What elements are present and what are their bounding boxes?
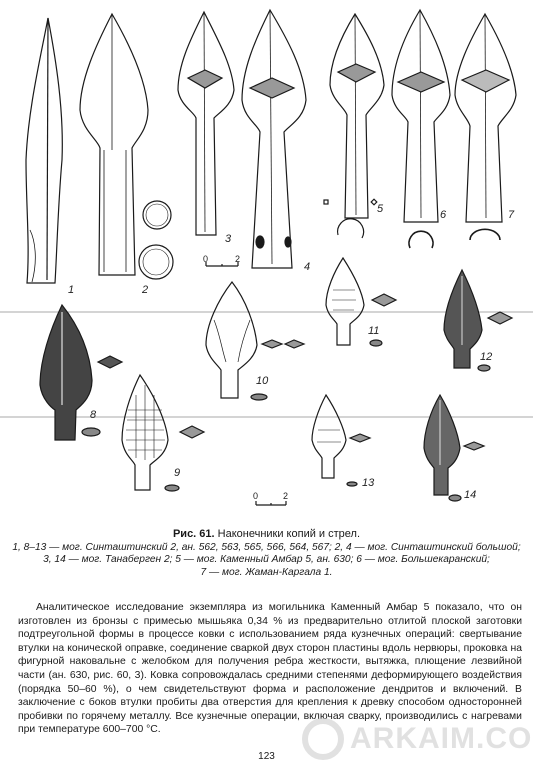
spearhead-7-drawing xyxy=(455,14,516,240)
figure-number-1: 1 xyxy=(68,284,75,296)
figure-number-2: 2 xyxy=(142,284,149,296)
figure-number-11: 11 xyxy=(368,325,380,337)
scale-bottom-two: 2 xyxy=(283,491,289,501)
scale-top-zero: 0 xyxy=(203,254,209,264)
caption-line-2: 3, 14 — мог. Танаберген 2; 5 — мог. Каменный Амбар 5, ан. 630; 6 — мог. Большекаранский; xyxy=(43,554,490,566)
figure-number-10: 10 xyxy=(256,375,269,387)
arrowhead-11-drawing xyxy=(326,258,396,346)
caption-title-rest: Наконечники копий и стрел. xyxy=(217,528,361,540)
arrowhead-8-drawing xyxy=(40,305,122,440)
arrowhead-9-drawing xyxy=(122,375,204,491)
caption-line-3: 7 — мог. Жаман-Каргала 1. xyxy=(200,566,333,578)
caption-title-line xyxy=(10,528,523,541)
arrowhead-14-drawing xyxy=(424,395,484,501)
figure-number-13: 13 xyxy=(362,477,375,489)
arrowhead-13-drawing xyxy=(312,395,370,486)
figure-number-7: 7 xyxy=(508,209,515,221)
figure-number-3: 3 xyxy=(225,233,232,245)
figure-number-5: 5 xyxy=(377,203,384,215)
figure-number-8: 8 xyxy=(90,409,97,421)
page-number: 123 xyxy=(258,751,275,762)
figure-number-14: 14 xyxy=(464,489,477,501)
caption-line-1: 1, 8–13 — мог. Синташтинский 2, ан. 562, 563, 565, 566, 564, 567; 2, 4 — мог. Синташтинский большой; xyxy=(12,541,521,553)
figure-caption xyxy=(10,528,523,579)
watermark-text: ARKAIM.CO xyxy=(350,722,533,755)
caption-title: Рис. 61. xyxy=(172,528,215,540)
scale-bottom-zero: 0 xyxy=(253,491,259,501)
figure-number-9: 9 xyxy=(174,467,181,479)
arrowhead-12-drawing xyxy=(444,270,512,371)
spearhead-4-drawing xyxy=(242,10,306,268)
scale-top-two: 2 xyxy=(235,254,241,264)
scale-bar-bottom xyxy=(256,501,286,505)
arrowhead-10-drawing xyxy=(206,282,304,400)
figure-number-12: 12 xyxy=(480,351,493,363)
spearhead-2-drawing xyxy=(80,14,173,279)
spearhead-1-drawing xyxy=(26,18,62,283)
spearhead-3-drawing xyxy=(178,12,234,235)
figure-number-6: 6 xyxy=(440,209,447,221)
body-paragraph: Аналитическое исследование экземпляра из могильника Каменный Амбар 5 показало, что он изготовлен из бронзы с примесью мышьяка 0,34 % из предварительно отлитой плоской заготовки подтреугольной формы в процессе ковки с использованием ряда кузнечных операций: свертывание втулки на конической оправке, соединение сваркой двух сторон пластины вдоль нервюры, проковка на фигурной наковальне с желобком для получения ребра жесткости, вытяжка, плющение лезвийной части (ан. 630, рис. 60, 3). Ковка сопровождалась средними степенями деформирующего воздействия (порядка 50–60 %), о чем свидетельствуют форма и расположение дендритов и включений. В заключение с боков втулки пробиты два отверстия для крепления к древку способом односторонней пробивки по горячему металлу. Все кузнечные операции, включая сварку, производились с нагревами при температуре 600–700 °С. xyxy=(18,602,522,736)
figure-number-4: 4 xyxy=(304,261,311,273)
scale-bar-top xyxy=(206,262,238,266)
spearhead-5-drawing xyxy=(324,14,384,238)
